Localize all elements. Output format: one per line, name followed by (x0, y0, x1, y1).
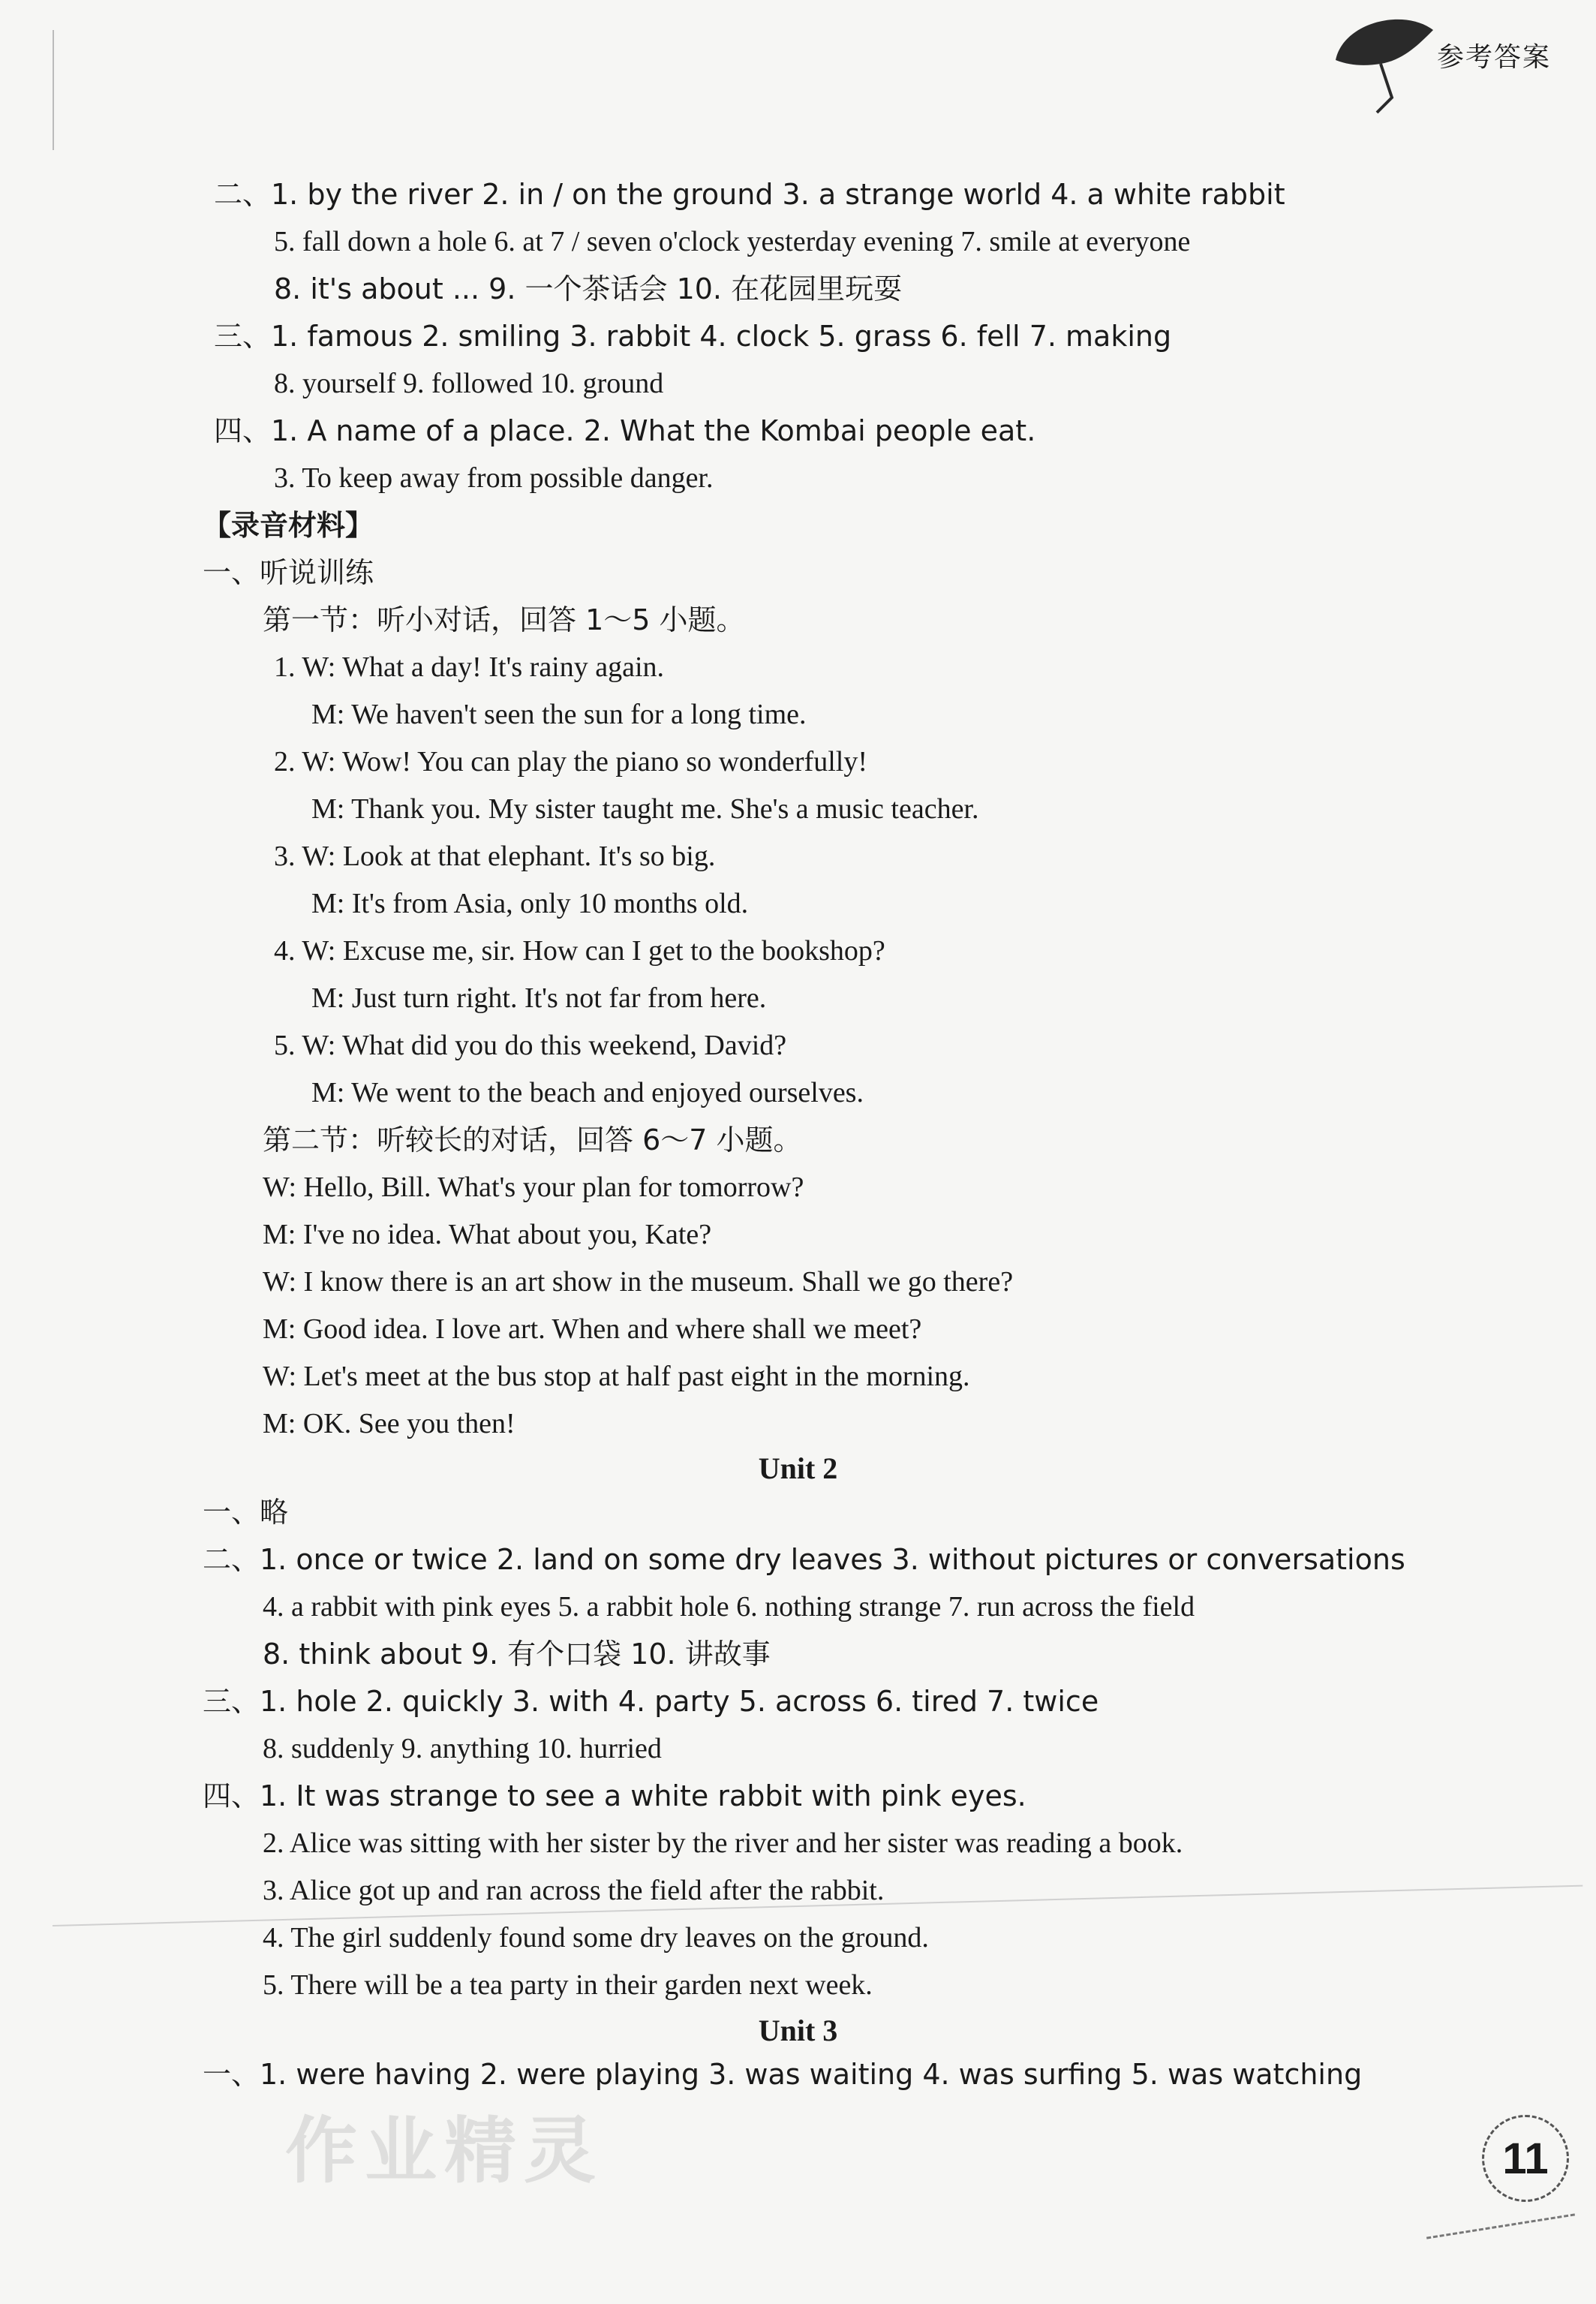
unit-heading: Unit 2 (758, 1451, 838, 1485)
answer-line: 4. W: Excuse me, sir. How can I get to the bookshop? (274, 935, 885, 967)
answer-line: 8. it's about ... 9. 一个茶话会 10. 在花园里玩耍 (274, 272, 903, 305)
header-label: 参考答案 (1437, 42, 1552, 73)
answer-line: M: Thank you. My sister taught me. She's a music teacher. (311, 793, 979, 825)
answer-line: 四、1. A name of a place. 2. What the Kombai people eat. (214, 414, 1036, 447)
answer-line: 四、1. It was strange to see a white rabbit with pink eyes. (203, 1779, 1026, 1812)
answer-line: 第一节：听小对话，回答 1～5 小题。 (263, 603, 745, 636)
answer-line: 3. W: Look at that elephant. It's so big. (274, 841, 716, 872)
answer-line: M: It's from Asia, only 10 months old. (311, 888, 749, 919)
answer-line: 【录音材料】 (203, 509, 374, 542)
footer-dash (1426, 2213, 1575, 2239)
answer-line: 3. Alice got up and ran across the field after the rabbit. (263, 1875, 885, 1906)
answer-line: W: Hello, Bill. What's your plan for tomorrow? (263, 1172, 804, 1203)
answer-line: M: OK. See you then! (263, 1408, 515, 1439)
unit-heading: Unit 3 (758, 2014, 838, 2047)
answer-line: 二、1. once or twice 2. land on some dry leaves 3. without pictures or conversations (203, 1543, 1405, 1576)
answer-line: M: We haven't seen the sun for a long time. (311, 699, 807, 730)
answer-line: M: I've no idea. What about you, Kate? (263, 1219, 712, 1250)
answer-line: 3. To keep away from possible danger. (274, 462, 714, 494)
answer-line: M: We went to the beach and enjoyed ourselves. (311, 1077, 864, 1108)
answer-line: 5. fall down a hole 6. at 7 / seven o'clock yesterday evening 7. smile at everyone (274, 226, 1191, 257)
answer-line: 8. think about 9. 有个口袋 10. 讲故事 (263, 1638, 771, 1671)
answer-line: 4. a rabbit with pink eyes 5. a rabbit hole 6. nothing strange 7. run across the field (263, 1591, 1195, 1623)
answer-line: 一、听说训练 (203, 556, 374, 589)
answer-line: W: Let's meet at the bus stop at half past eight in the morning. (263, 1361, 970, 1392)
answer-line: 2. Alice was sitting with her sister by the river and her sister was reading a book. (263, 1827, 1183, 1859)
page-number: 11 (1482, 2115, 1569, 2202)
answer-line: 8. suddenly 9. anything 10. hurried (263, 1733, 662, 1764)
answer-line: 5. W: What did you do this weekend, David? (274, 1030, 787, 1061)
answer-line: 4. The girl suddenly found some dry leaves on the ground. (263, 1922, 929, 1954)
answer-line: 二、1. by the river 2. in / on the ground 3. a strange world 4. a white rabbit (214, 178, 1285, 211)
answer-line: 第二节：听较长的对话，回答 6～7 小题。 (263, 1123, 802, 1157)
margin-rule (53, 30, 54, 150)
answer-line: 8. yourself 9. followed 10. ground (274, 368, 664, 399)
answer-line: M: Just turn right. It's not far from here. (311, 982, 767, 1014)
answer-line: W: I know there is an art show in the museum. Shall we go there? (263, 1266, 1014, 1298)
answer-line: 一、1. were having 2. were playing 3. was waiting 4. was surfing 5. was watching (203, 2058, 1363, 2091)
ginkgo-leaf-icon (1321, 8, 1441, 120)
answer-line: 一、略 (203, 1496, 289, 1529)
answer-line: 5. There will be a tea party in their garden next week. (263, 1969, 873, 2001)
answer-line: 2. W: Wow! You can play the piano so wonderfully! (274, 746, 867, 778)
answer-line: M: Good idea. I love art. When and where shall we meet? (263, 1313, 922, 1345)
watermark: 作业精灵 (285, 2109, 603, 2193)
answer-line: 1. W: What a day! It's rainy again. (274, 651, 665, 683)
answer-line: 三、1. famous 2. smiling 3. rabbit 4. clock 5. grass 6. fell 7. making (214, 320, 1172, 353)
answer-line: 三、1. hole 2. quickly 3. with 4. party 5. across 6. tired 7. twice (203, 1685, 1099, 1718)
